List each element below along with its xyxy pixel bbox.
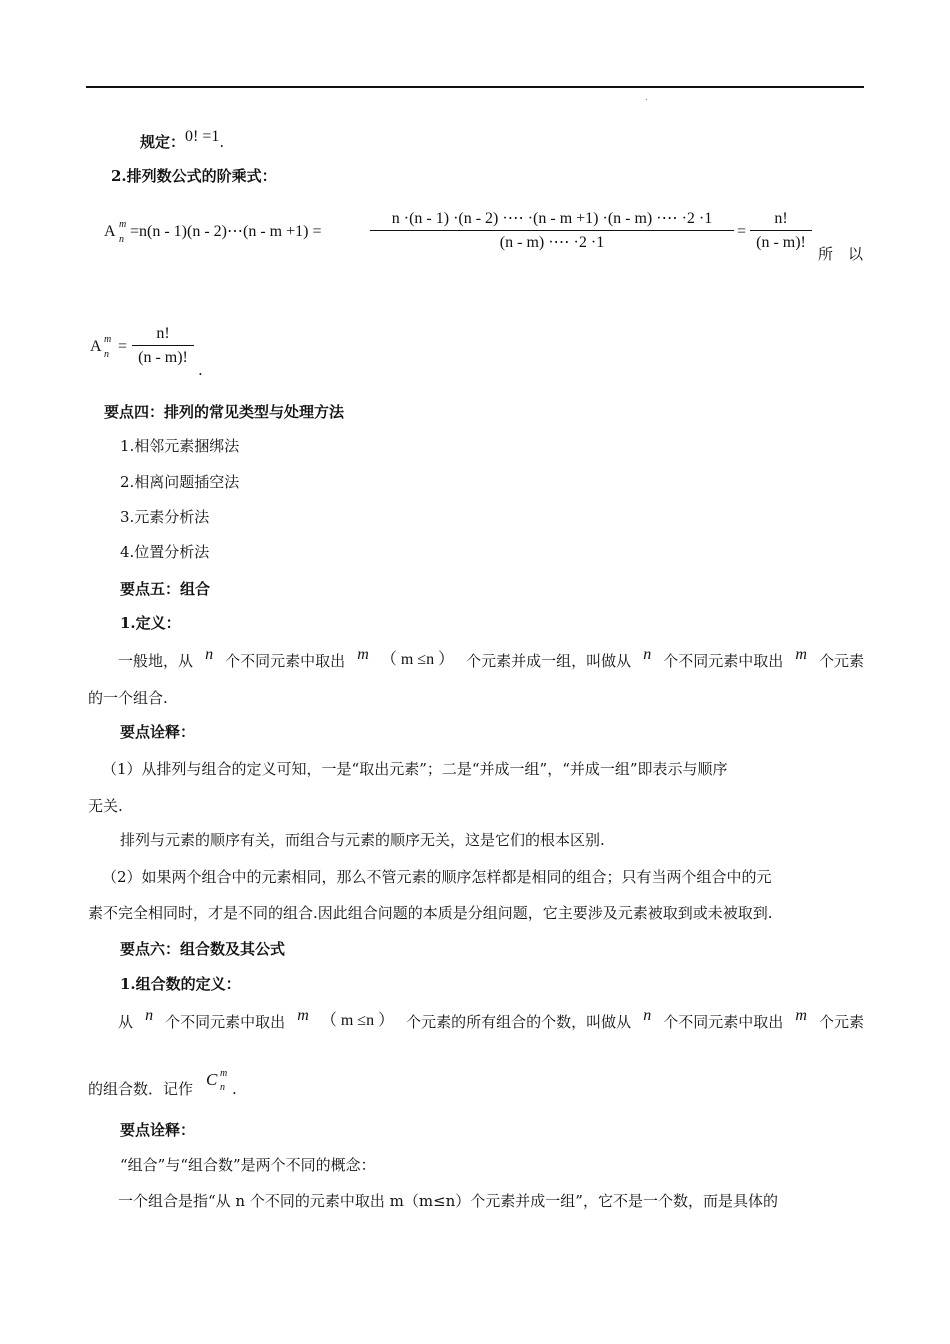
cdef-var-m: m [297,1007,309,1024]
formula2-denominator: (n - m)! [138,349,188,366]
def-text-a: 一般地，从 [118,652,194,670]
formula1-frac2-numerator: n! [774,210,788,227]
method-item-1: 1.相邻元素捆绑法 [120,437,240,455]
note-title-1: 要点诠释： [120,723,196,741]
formula1-frac2-denominator: (n - m)! [756,234,806,251]
comb-symbol-sub-n: n [220,1082,225,1093]
formula1-frac1-denominator: (n - m) ·⋯ ·2 ·1 [499,234,605,251]
cdef-var-n2: n [643,1007,652,1024]
formula2-numerator: n! [156,325,170,342]
cdef-var-n: n [145,1007,154,1024]
formula2-sup-m: m [104,334,112,345]
def-var-m2: m [795,646,807,663]
note2-line2: 素不完全相同时，才是不同的组合.因此组合问题的本质是分组问题，它主要涉及元素被取到或未被取到. [88,904,773,922]
method-item-3: 3.元素分析法 [120,508,210,526]
formula1-eq: = [737,223,747,240]
definition-line1 [86,646,864,673]
rule-label: 规定： [140,133,186,151]
def-text-d: 个不同元素中取出 [663,652,784,670]
note1-line1: （1）从排列与组合的定义可知，一是“取出元素”；二是“并成一组”，“并成一组”即表示与顺序 [102,760,728,778]
cdef-text-a: 从 [118,1013,134,1031]
cdef-var-m2: m [795,1007,807,1024]
formula1-frac2-bar [750,230,812,231]
def-condition: （ m ≤n ） [380,651,455,668]
note1-line2: 无关. [88,797,123,815]
formula1-sub-n: n [119,234,124,245]
formula1-expr: =n(n - 1)(n - 2)⋯(n - m +1) = [130,223,322,240]
cdef-text-c: 个元素的所有组合的个数，叫做从 [406,1013,632,1031]
formula1-A: A [104,223,116,240]
formula1-sup-m: m [119,219,127,230]
note2-line1: （2）如果两个组合中的元素相同，那么不管元素的顺序怎样都是相同的组合；只有当两个组合中的元 [102,868,772,886]
method-item-4: 4.位置分析法 [120,543,210,561]
rule-end: . [219,133,225,151]
section-5-title: 要点五：组合 [120,580,211,598]
def-text-b: 个不同元素中取出 [225,652,346,670]
final-line: 一个组合是指“从 n 个不同的元素中取出 m（m≤n）个元素并成一组”，它不是一个数，而是具体的 [118,1192,778,1210]
rule-math: 0! =1 [185,128,220,145]
comb-symbol-sup-m: m [220,1068,228,1079]
header-rule [86,86,864,88]
cdef-text-d: 个不同元素中取出 [663,1013,784,1031]
definition-line2: 的一个组合. [88,689,168,707]
def-text-e: 个元素 [818,652,864,670]
rule-line [140,128,225,153]
formula1-tail-2: 以 [848,245,864,263]
comb-def-line1 [86,1007,864,1034]
comb-number-def-title: 1.组合数的定义： [120,975,241,993]
definition-title: 1.定义： [120,614,181,632]
formula2-end: . [198,361,203,379]
formula2-fraction [132,324,194,367]
def-text-c: 个元素并成一组，叫做从 [466,652,632,670]
cdef-text-b: 个不同元素中取出 [165,1013,286,1031]
formula1-fraction1 [370,209,734,252]
note-title-2: 要点诠释： [120,1121,196,1139]
def-var-n: n [205,646,214,663]
header-mark: . [645,93,648,103]
formula1-frac1-numerator: n ·(n - 1) ·(n - 2) ·⋯ ·(n - m +1) ·(n - m) ·⋯ ·2 ·1 [391,210,713,227]
def-var-m: m [357,646,369,663]
comb-symbol-C: C [206,1070,218,1089]
formula1-tail-1: 所 [818,245,834,263]
formula1-lhs [104,222,116,242]
section-factorial-title: 2.排列数公式的阶乘式： [111,167,277,185]
cdef-condition: （ m ≤n ） [320,1012,395,1029]
section-4-title: 要点四：排列的常见类型与处理方法 [104,403,345,421]
formula1-frac1-bar [370,230,734,231]
def-var-n2: n [643,646,652,663]
concept-line: “组合”与“组合数”是两个不同的概念： [120,1156,376,1174]
section-6-title: 要点六：组合数及其公式 [120,940,286,958]
formula2-bar [132,345,194,346]
formula2-eq: = [118,338,128,355]
cdef-text-e: 个元素 [818,1013,864,1031]
comb-def-line2: 的组合数．记作 [88,1080,194,1098]
comb-def-end: . [232,1080,237,1098]
formula2-sub-n: n [104,349,109,360]
formula2-A: A [90,338,102,355]
method-item-2: 2.相离问题插空法 [120,473,240,491]
note-middle: 排列与元素的顺序有关，而组合与元素的顺序无关，这是它们的根本区别. [120,831,605,849]
formula1-fraction2 [750,209,812,252]
